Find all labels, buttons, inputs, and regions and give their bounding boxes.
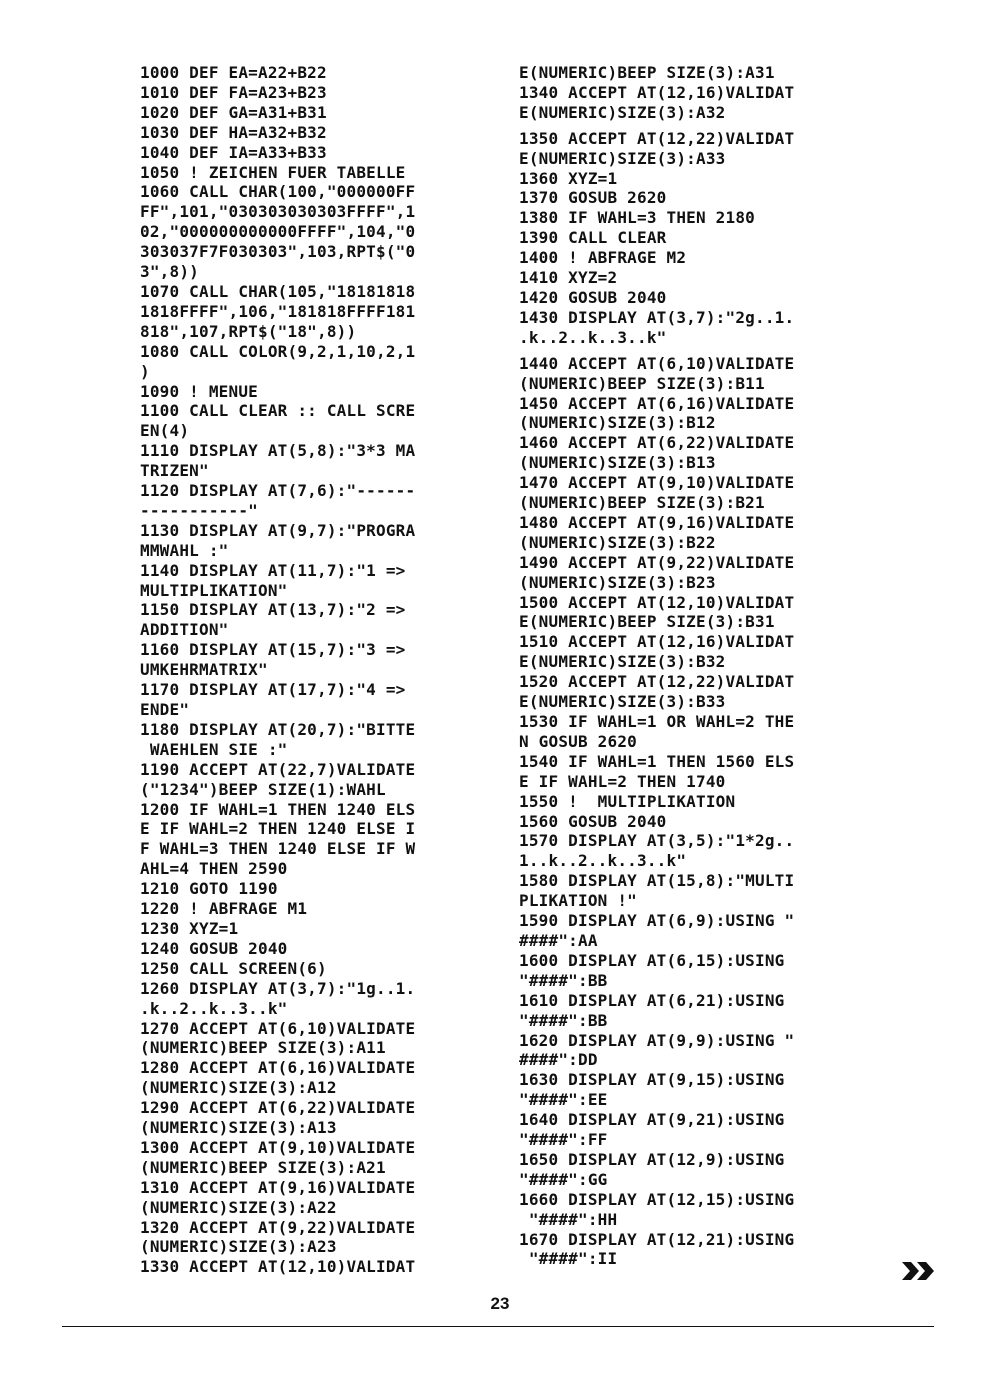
code-line: 1500 ACCEPT AT(12,10)VALIDAT (519, 592, 795, 612)
code-line: .k..2..k..3..k" (140, 998, 288, 1018)
code-line: 1250 CALL SCREEN(6) (140, 958, 327, 978)
code-line: 1290 ACCEPT AT(6,22)VALIDATE (140, 1098, 416, 1118)
code-line: .k..2..k..3..k" (519, 327, 667, 347)
code-line: "####":GG (519, 1169, 608, 1189)
code-line: E(NUMERIC)SIZE(3):A33 (519, 148, 726, 168)
code-line: 1420 GOSUB 2040 (519, 287, 667, 307)
code-line: 1450 ACCEPT AT(6,16)VALIDATE (519, 393, 795, 413)
code-line: 1120 DISPLAY AT(7,6):"------ (140, 481, 416, 501)
code-line: UMKEHRMATRIX" (140, 660, 268, 680)
code-line: 1600 DISPLAY AT(6,15):USING (519, 950, 785, 970)
code-line: E IF WAHL=2 THEN 1740 (519, 771, 726, 791)
code-line: 1560 GOSUB 2040 (519, 811, 667, 831)
code-line: (NUMERIC)SIZE(3):A12 (140, 1078, 337, 1098)
code-line: 1520 ACCEPT AT(12,22)VALIDAT (519, 672, 795, 692)
code-line: 1380 IF WAHL=3 THEN 2180 (519, 208, 755, 228)
code-line: 1640 DISPLAY AT(9,21):USING (519, 1110, 785, 1130)
code-line: "####":BB (519, 1010, 608, 1030)
code-line: 1570 DISPLAY AT(3,5):"1*2g.. (519, 831, 795, 851)
code-line: 303037F7F030303",103,RPT$("0 (140, 242, 416, 262)
code-line: 1310 ACCEPT AT(9,16)VALIDATE (140, 1177, 416, 1197)
code-line: (NUMERIC)SIZE(3):A23 (140, 1237, 337, 1257)
code-line: "####":II (519, 1249, 618, 1269)
code-line: E(NUMERIC)SIZE(3):B33 (519, 692, 726, 712)
code-line: E(NUMERIC)SIZE(3):B32 (519, 652, 726, 672)
code-line: 1590 DISPLAY AT(6,9):USING " (519, 911, 795, 931)
right-code-column (519, 63, 864, 1269)
code-line: 1320 ACCEPT AT(9,22)VALIDATE (140, 1217, 416, 1237)
code-line: 1610 DISPLAY AT(6,21):USING (519, 990, 785, 1010)
code-line: 1110 DISPLAY AT(5,8):"3*3 MA (140, 441, 416, 461)
code-line: 1630 DISPLAY AT(9,15):USING (519, 1070, 785, 1090)
code-line: (NUMERIC)SIZE(3):A13 (140, 1118, 337, 1138)
code-line: 1400 ! ABFRAGE M2 (519, 248, 687, 268)
code-line: 1440 ACCEPT AT(6,10)VALIDATE (519, 353, 795, 373)
code-line: -----------" (140, 500, 258, 520)
code-line: N GOSUB 2620 (519, 731, 637, 751)
footer-rule (62, 1326, 934, 1327)
code-line: 1370 GOSUB 2620 (519, 188, 667, 208)
code-line: 1550 ! MULTIPLIKATION (519, 791, 736, 811)
code-line: F WAHL=3 THEN 1240 ELSE IF W (140, 839, 416, 859)
code-line: EN(4) (140, 421, 190, 441)
code-line: 1160 DISPLAY AT(15,7):"3 => (140, 640, 406, 660)
code-line: 1190 ACCEPT AT(22,7)VALIDATE (140, 759, 416, 779)
code-line: 1200 IF WAHL=1 THEN 1240 ELS (140, 799, 416, 819)
code-line: ####":DD (519, 1050, 598, 1070)
code-line: AHL=4 THEN 2590 (140, 859, 288, 879)
code-line: 1210 GOTO 1190 (140, 879, 278, 899)
code-line: 1670 DISPLAY AT(12,21):USING (519, 1229, 795, 1249)
code-line: (NUMERIC)SIZE(3):B13 (519, 453, 716, 473)
code-line: 1010 DEF FA=A23+B23 (140, 82, 327, 102)
left-code-column (140, 63, 485, 1277)
code-line: 1180 DISPLAY AT(20,7):"BITTE (140, 719, 416, 739)
code-line: ENDE" (140, 700, 190, 719)
code-line: E IF WAHL=2 THEN 1240 ELSE I (140, 819, 416, 839)
code-line: 1340 ACCEPT AT(12,16)VALIDAT (519, 82, 795, 102)
code-line: 1530 IF WAHL=1 OR WAHL=2 THE (519, 712, 795, 731)
code-line: "####":FF (519, 1130, 608, 1150)
code-line: "####":HH (519, 1209, 618, 1229)
code-line: 1580 DISPLAY AT(15,8):"MULTI (519, 871, 795, 891)
code-line: 1020 DEF GA=A31+B31 (140, 102, 327, 122)
code-line: 1818FFFF",106,"181818FFFF181 (140, 301, 416, 321)
code-line: 1170 DISPLAY AT(17,7):"4 => (140, 680, 406, 700)
code-line: 1260 DISPLAY AT(3,7):"1g..1. (140, 978, 416, 998)
code-line: FF",101,"030303030303FFFF",1 (140, 202, 416, 222)
code-line: 1140 DISPLAY AT(11,7):"1 => (140, 560, 406, 580)
code-line: TRIZEN" (140, 461, 209, 481)
code-line: 1050 ! ZEICHEN FUER TABELLE (140, 162, 406, 182)
code-line: 1660 DISPLAY AT(12,15):USING (519, 1189, 795, 1209)
code-line: 1100 CALL CLEAR :: CALL SCRE (140, 401, 416, 421)
code-line: 1080 CALL COLOR(9,2,1,10,2,1 (140, 341, 416, 361)
code-line: 1090 ! MENUE (140, 381, 258, 401)
code-line: 1270 ACCEPT AT(6,10)VALIDATE (140, 1018, 416, 1038)
code-line: (NUMERIC)BEEP SIZE(3):A21 (140, 1157, 386, 1177)
code-line: 1430 DISPLAY AT(3,7):"2g..1. (519, 307, 795, 327)
code-line: 1540 IF WAHL=1 THEN 1560 ELS (519, 751, 795, 771)
code-line: ) (140, 361, 150, 381)
code-line: 1240 GOSUB 2040 (140, 938, 288, 958)
code-line: ####":AA (519, 930, 598, 950)
code-line: 1..k..2..k..3..k" (519, 851, 687, 871)
code-line: ("1234")BEEP SIZE(1):WAHL (140, 779, 386, 799)
code-line: 1280 ACCEPT AT(6,16)VALIDATE (140, 1058, 416, 1078)
code-line: WAEHLEN SIE :" (140, 739, 288, 759)
double-chevron-right-icon (902, 1260, 936, 1282)
code-line: "####":BB (519, 970, 608, 990)
code-line: (NUMERIC)BEEP SIZE(3):B11 (519, 373, 765, 393)
code-line: 1130 DISPLAY AT(9,7):"PROGRA (140, 520, 416, 540)
code-line: MMWAHL :" (140, 540, 229, 560)
code-line: 02,"000000000000FFFF",104,"0 (140, 222, 416, 242)
code-line: E(NUMERIC)SIZE(3):A32 (519, 102, 726, 122)
code-line: "####":EE (519, 1090, 608, 1110)
code-line: MULTIPLIKATION" (140, 580, 288, 600)
code-line: (NUMERIC)SIZE(3):A22 (140, 1197, 337, 1217)
code-line: 1650 DISPLAY AT(12,9):USING (519, 1149, 785, 1169)
code-line: 1150 DISPLAY AT(13,7):"2 => (140, 600, 406, 620)
code-line: 1480 ACCEPT AT(9,16)VALIDATE (519, 512, 795, 532)
code-line: (NUMERIC)BEEP SIZE(3):A11 (140, 1038, 386, 1058)
code-line: 1060 CALL CHAR(100,"000000FF (140, 182, 416, 202)
code-line: (NUMERIC)SIZE(3):B23 (519, 572, 716, 592)
code-line: 1220 ! ABFRAGE M1 (140, 899, 308, 919)
code-line: 1040 DEF IA=A33+B33 (140, 142, 327, 162)
code-line: 1460 ACCEPT AT(6,22)VALIDATE (519, 433, 795, 453)
code-line: 1030 DEF HA=A32+B32 (140, 122, 327, 142)
code-line: E(NUMERIC)BEEP SIZE(3):A31 (519, 63, 775, 82)
code-line: 1350 ACCEPT AT(12,22)VALIDAT (519, 128, 795, 148)
code-line: 1390 CALL CLEAR (519, 228, 667, 248)
code-line: (NUMERIC)BEEP SIZE(3):B21 (519, 493, 765, 513)
code-line: 1410 XYZ=2 (519, 268, 618, 288)
page-number: 23 (490, 1294, 510, 1313)
code-line: E(NUMERIC)BEEP SIZE(3):B31 (519, 612, 775, 632)
code-line: 1000 DEF EA=A22+B22 (140, 63, 327, 82)
code-line: ADDITION" (140, 620, 229, 640)
code-line: 1470 ACCEPT AT(9,10)VALIDATE (519, 473, 795, 493)
code-line: 1360 XYZ=1 (519, 168, 618, 188)
code-line: 1300 ACCEPT AT(9,10)VALIDATE (140, 1137, 416, 1157)
code-line: 1510 ACCEPT AT(12,16)VALIDAT (519, 632, 795, 652)
code-line: 1230 XYZ=1 (140, 918, 239, 938)
code-line: 1070 CALL CHAR(105,"18181818 (140, 281, 416, 301)
code-line: 1620 DISPLAY AT(9,9):USING " (519, 1030, 795, 1050)
code-line: 3",8)) (140, 262, 199, 282)
code-line: 818",107,RPT$("18",8)) (140, 321, 357, 341)
code-line: (NUMERIC)SIZE(3):B22 (519, 532, 716, 552)
code-line: 1490 ACCEPT AT(9,22)VALIDATE (519, 552, 795, 572)
code-line: 1330 ACCEPT AT(12,10)VALIDAT (140, 1257, 416, 1277)
code-line: (NUMERIC)SIZE(3):B12 (519, 413, 716, 433)
code-line: PLIKATION !" (519, 891, 637, 911)
